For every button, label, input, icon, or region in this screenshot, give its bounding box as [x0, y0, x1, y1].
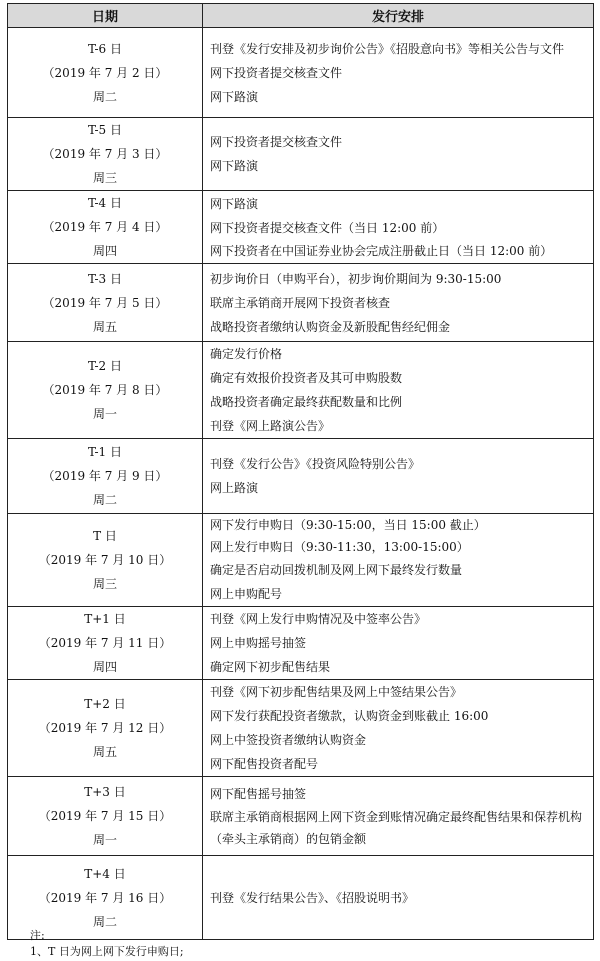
calendar-date: （2019 年 7 月 10 日）: [38, 553, 172, 567]
calendar-date: （2019 年 7 月 9 日）: [42, 469, 168, 483]
arrangement-item: 网下路演: [210, 197, 259, 211]
day-label: T-5 日: [88, 123, 122, 137]
arrangement-item: 联席主承销商根据网上网下资金到账情况确定最终配售结果和保荐机构（牵头主承销商）的包销金额: [210, 810, 583, 846]
date-cell: [8, 777, 203, 856]
arrangement-item: 网下路演: [210, 159, 259, 173]
day-label: T-2 日: [88, 359, 122, 373]
arrangement-item: 网上路演: [210, 481, 259, 495]
day-label: T-1 日: [88, 445, 122, 459]
weekday-label: 周一: [92, 407, 117, 421]
day-label: T+1 日: [84, 612, 126, 626]
schedule-table: [7, 3, 594, 940]
arrangement-item: 战略投资者确定最终获配数量和比例: [210, 395, 403, 409]
table-row: [8, 439, 594, 514]
arrangement-cell: [203, 680, 594, 777]
arrangement-item: 刊登《网上发行申购情况及中签率公告》: [210, 612, 427, 626]
arrangement-item: 确定是否启动回拨机制及网上网下最终发行数量: [210, 563, 463, 577]
arrangement-item: 网下发行申购日（9:30-15:00，当日 15:00 截止）: [210, 518, 486, 532]
arrangement-item: 刊登《发行公告》《投资风险特别公告》: [210, 457, 421, 471]
day-label: T-4 日: [88, 196, 122, 210]
notes-label: 注:: [30, 929, 45, 942]
weekday-label: 周五: [92, 745, 117, 759]
calendar-date: （2019 年 7 月 3 日）: [42, 147, 168, 161]
table-row: [8, 680, 594, 777]
day-label: T-3 日: [88, 271, 122, 286]
table-body: [8, 28, 594, 940]
arrangement-item: 网上发行申购日（9:30-11:30，13:00-15:00）: [210, 540, 469, 554]
day-label: T+3 日: [84, 785, 126, 799]
arrangement-cell: [203, 118, 594, 191]
arrangement-item: 网下配售投资者配号: [210, 757, 319, 771]
arrangement-item: 刊登《网下初步配售结果及网上中签结果公告》: [210, 685, 463, 699]
arrangement-cell: [203, 514, 594, 607]
arrangement-item: 确定网下初步配售结果: [210, 660, 331, 674]
date-cell: [8, 342, 203, 439]
calendar-date: （2019 年 7 月 11 日）: [38, 636, 172, 650]
arrangement-item: 确定发行价格: [210, 347, 283, 361]
weekday-label: 周四: [92, 244, 117, 258]
calendar-date: （2019 年 7 月 8 日）: [42, 383, 168, 397]
arrangement-item: 网上申购配号: [210, 587, 283, 601]
table-row: [8, 191, 594, 264]
day-label: T 日: [93, 529, 117, 543]
arrangement-item: 网上中签投资者缴纳认购资金: [210, 733, 367, 747]
date-cell: [8, 607, 203, 680]
arrangement-item: 网下发行获配投资者缴款，认购资金到账截止 16:00: [210, 709, 489, 723]
weekday-label: 周二: [92, 89, 117, 104]
date-cell: [8, 118, 203, 191]
arrangement-item: 网下投资者在中国证券业协会完成注册截止日（当日 12:00 前）: [210, 244, 553, 258]
header-arrangement: 发行安排: [203, 4, 594, 28]
table-row: [8, 607, 594, 680]
calendar-date: （2019 年 7 月 2 日）: [42, 65, 168, 80]
arrangement-cell: [203, 342, 594, 439]
date-cell: [8, 28, 203, 118]
arrangement-item: 刊登《网上路演公告》: [210, 419, 331, 433]
arrangement-item: 确定有效报价投资者及其可申购股数: [210, 371, 403, 385]
arrangement-item: 初步询价日（申购平台），初步询价期间为 9:30-15:00: [210, 271, 502, 286]
header-date: 日期: [8, 4, 203, 28]
calendar-date: （2019 年 7 月 12 日）: [38, 721, 172, 735]
weekday-label: 周五: [92, 319, 117, 334]
arrangement-cell: [203, 191, 594, 264]
table-row: [8, 856, 594, 940]
weekday-label: 周三: [92, 577, 117, 591]
date-cell: [8, 439, 203, 514]
arrangement-item: 网下路演: [210, 89, 259, 104]
date-cell: [8, 191, 203, 264]
arrangement-item: 网下配售摇号抽签: [210, 787, 307, 801]
arrangement-cell: [203, 607, 594, 680]
table-header-row: [8, 4, 594, 28]
table-row: [8, 28, 594, 118]
table-row: [8, 777, 594, 856]
date-cell: [8, 680, 203, 777]
table-row: [8, 264, 594, 342]
date-cell: [8, 514, 203, 607]
weekday-label: 周三: [92, 171, 117, 185]
weekday-label: 周一: [92, 833, 117, 847]
weekday-label: 周二: [92, 914, 117, 929]
arrangement-item: 联席主承销商开展网下投资者核查: [210, 295, 391, 310]
arrangement-item: 网下投资者提交核查文件: [210, 65, 343, 80]
arrangement-item: 网上申购摇号抽签: [210, 636, 307, 650]
arrangement-item: 刊登《发行安排及初步询价公告》《招股意向书》等相关公告与文件: [210, 41, 565, 56]
weekday-label: 周四: [92, 660, 117, 674]
table-row: [8, 342, 594, 439]
calendar-date: （2019 年 7 月 15 日）: [38, 809, 172, 823]
arrangement-cell: [203, 28, 594, 118]
arrangement-item: 战略投资者缴纳认购资金及新股配售经纪佣金: [210, 319, 451, 334]
weekday-label: 周二: [92, 493, 117, 507]
arrangement-cell: [203, 264, 594, 342]
day-label: T+2 日: [84, 697, 126, 711]
arrangement-item: 网下投资者提交核查文件（当日 12:00 前）: [210, 221, 445, 235]
table-row: [8, 118, 594, 191]
day-label: T+4 日: [84, 866, 126, 881]
arrangement-cell: [203, 777, 594, 856]
date-cell: [8, 856, 203, 940]
calendar-date: （2019 年 7 月 16 日）: [38, 890, 172, 905]
table-row: [8, 514, 594, 607]
arrangement-item: 网下投资者提交核查文件: [210, 135, 343, 149]
arrangement-cell: [203, 439, 594, 514]
arrangement-item: 刊登《发行结果公告》、《招股说明书》: [210, 890, 415, 905]
day-label: T-6 日: [88, 41, 122, 56]
notes-line-1: 1、T 日为网上网下发行申购日;: [30, 945, 184, 958]
calendar-date: （2019 年 7 月 5 日）: [42, 295, 168, 310]
calendar-date: （2019 年 7 月 4 日）: [42, 220, 168, 234]
date-cell: [8, 264, 203, 342]
arrangement-cell: [203, 856, 594, 940]
